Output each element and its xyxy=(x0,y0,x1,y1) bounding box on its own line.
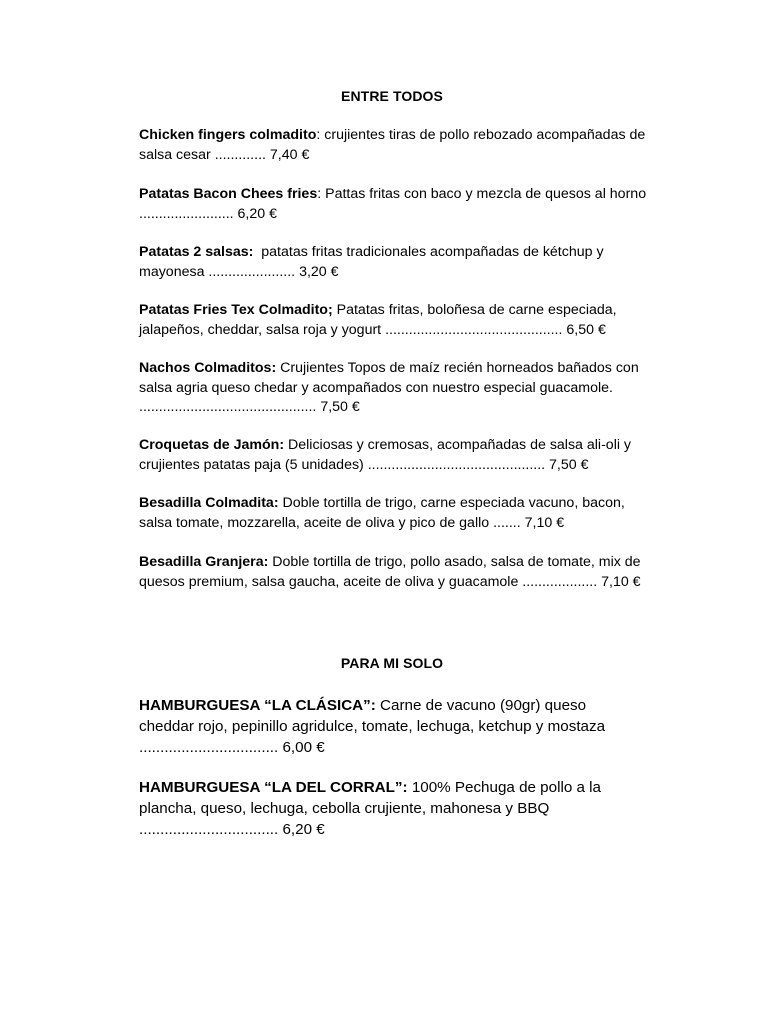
item-description: Doble tortilla de trigo, carne especiada vacuno, bacon, salsa tomate, mozzarella, aceite de oliva y pico de gallo xyxy=(139,495,625,531)
menu-item-patatas-bacon: Patatas Bacon Chees fries: Pattas fritas con baco y mezcla de quesos al horno ........................ 6,20 € xyxy=(139,186,647,222)
section-title-entre-todos: ENTRE TODOS xyxy=(341,88,443,104)
item-name: Chicken fingers colmadito xyxy=(139,127,317,143)
item-name: Patatas Bacon Chees fries xyxy=(139,186,318,202)
item-description: Crujientes Topos de maíz recién horneados bañados con salsa agria queso chedar y acompañados con nuestro especial guacamole. xyxy=(139,360,639,396)
item-price: 7,50 € xyxy=(320,399,360,415)
item-name: Patatas 2 salsas: xyxy=(139,244,254,260)
item-name: Besadilla Granjera: xyxy=(139,554,269,570)
item-description: patatas fritas tradicionales acompañadas de kétchup y mayonesa xyxy=(139,244,604,280)
menu-item-patatas-2-salsas: Patatas 2 salsas: patatas fritas tradicionales acompañadas de kétchup y mayonesa ...................... 3,20 € xyxy=(139,244,604,280)
item-price: 7,10 € xyxy=(524,514,565,531)
menu-item-patatas-fries-tex: Patatas Fries Tex Colmadito; Patatas fritas, boloñesa de carne especiada, jalapeños, cheddar, salsa roja y yogurt ............................................. 6,50 € xyxy=(139,302,617,338)
item-description: Patatas fritas, boloñesa de carne especiada, jalapeños, cheddar, salsa roja y yogurt xyxy=(139,302,617,338)
item-name: Croquetas de Jamón: xyxy=(139,437,285,453)
item-description: Pattas fritas con baco y mezcla de quesos al horno xyxy=(325,186,647,202)
item-name: Besadilla Colmadita: xyxy=(139,495,279,511)
menu-item-chicken-fingers: Chicken fingers colmadito: crujientes tiras de pollo rebozado acompañadas de salsa cesar ............. 7,40 € xyxy=(139,127,646,163)
item-description: Doble tortilla de trigo, pollo asado, salsa de tomate, mix de quesos premium, salsa gaucha, aceite de oliva y guacamole xyxy=(139,554,641,590)
item-description: 100% Pechuga de pollo a la plancha, queso, lechuga, cebolla crujiente, mahonesa y BBQ xyxy=(139,779,601,817)
item-description: Carne de vacuno (90gr) queso cheddar rojo, pepinillo agridulce, tomate, lechuga, ketchup y mostaza xyxy=(139,697,606,735)
item-price: 6,50 € xyxy=(566,321,606,338)
item-name: HAMBURGUESA “LA CLÁSICA”: xyxy=(139,697,376,714)
section-title-para-mi-solo: PARA MI SOLO xyxy=(340,655,444,671)
item-price: 7,40 € xyxy=(269,146,310,163)
menu-item-hamburguesa-corral: HAMBURGUESA “LA DEL CORRAL”: 100% Pechuga de pollo a la plancha, queso, lechuga, cebolla crujiente, mahonesa y BBQ ................................. 6,20 € xyxy=(139,779,601,838)
item-description: crujientes tiras de pollo rebozado acompañadas de salsa cesar xyxy=(139,127,646,163)
item-price: 6,20 € xyxy=(282,821,325,838)
menu-item-besadilla-granjera: Besadilla Granjera: Doble tortilla de trigo, pollo asado, salsa de tomate, mix de quesos premium, salsa gaucha, aceite de oliva y guacamole ................... 7,10 € xyxy=(139,554,641,590)
menu-item-besadilla-colmadita: Besadilla Colmadita: Doble tortilla de trigo, carne especiada vacuno, bacon, salsa tomate, mozzarella, aceite de oliva y pico de gallo ....... 7,10 € xyxy=(139,495,625,531)
item-name: Patatas Fries Tex Colmadito; xyxy=(139,302,333,318)
menu-item-hamburguesa-clasica: HAMBURGUESA “LA CLÁSICA”: Carne de vacuno (90gr) queso cheddar rojo, pepinillo agridulce, tomate, lechuga, ketchup y mostaza ................................. 6,00 € xyxy=(139,697,606,756)
item-price: 7,10 € xyxy=(601,573,641,590)
item-name: Nachos Colmaditos: xyxy=(139,360,277,376)
item-price: 6,20 € xyxy=(237,205,277,222)
item-price: 6,00 € xyxy=(282,739,325,756)
item-name: HAMBURGUESA “LA DEL CORRAL”: xyxy=(139,779,408,796)
item-price: 7,50 € xyxy=(549,456,589,473)
menu-item-nachos: Nachos Colmaditos: Crujientes Topos de maíz recién horneados bañados con salsa agria queso chedar y acompañados con nuestro especial guacamole. ............................................. 7,50 € xyxy=(139,360,639,415)
item-description: Deliciosas y cremosas, acompañadas de salsa ali-oli y crujientes patatas paja (5 unidades) xyxy=(139,437,632,473)
menu-item-croquetas: Croquetas de Jamón: Deliciosas y cremosas, acompañadas de salsa ali-oli y crujientes patatas paja (5 unidades) ............................................. 7,50 € xyxy=(139,437,632,473)
item-price: 3,20 € xyxy=(299,263,339,280)
